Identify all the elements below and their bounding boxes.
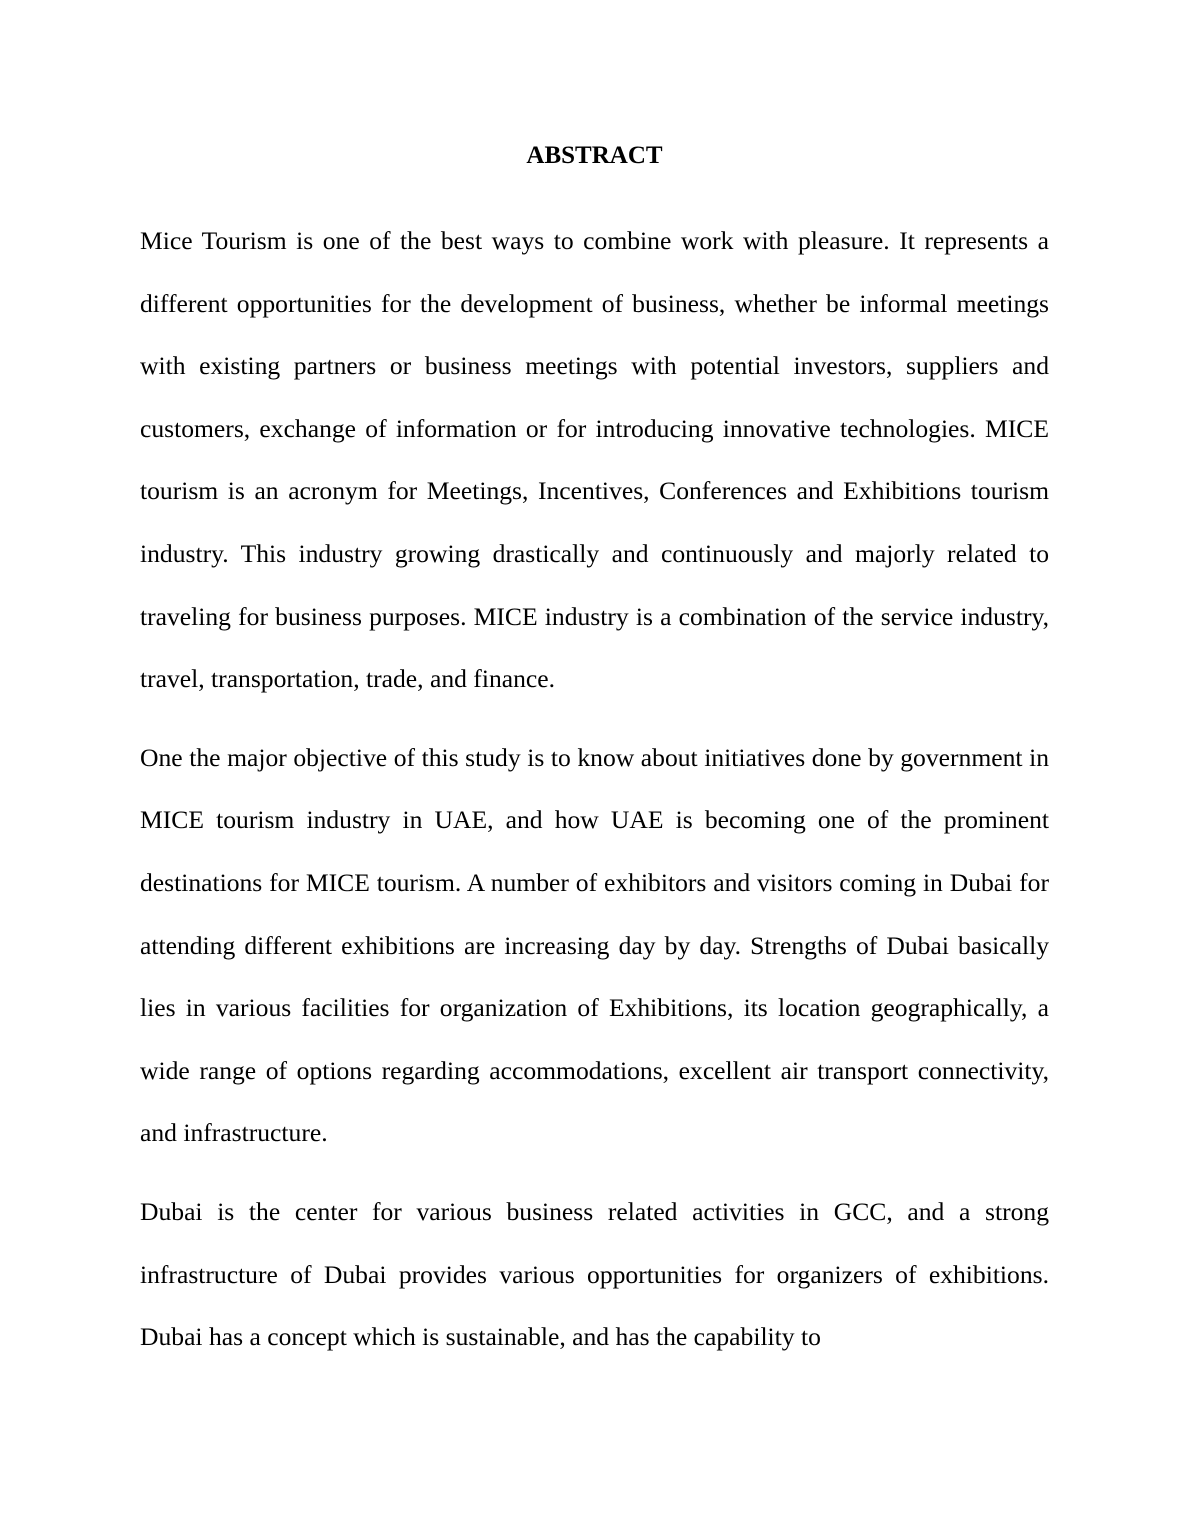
abstract-paragraph-1: Mice Tourism is one of the best ways to combine work with pleasure. It represents a different opportunities for the development of business, whether be informal meetings with existing partners or business meetings with potential investors, suppliers and customers, exchange of information or for introducing innovative technologies. MICE tourism is an acronym for Meetings, Incentives, Conferences and Exhibitions tourism industry. This industry growing drastically and continuously and majorly related to traveling for business purposes. MICE industry is a combination of the service industry, travel, transportation, trade, and finance. — [140, 226, 1049, 694]
abstract-heading: ABSTRACT — [526, 142, 663, 169]
abstract-paragraph-2: One the major objective of this study is to know about initiatives done by government in MICE tourism industry in UAE, and how UAE is becoming one of the prominent destinations for MICE tourism. A number of exhibitors and visitors coming in Dubai for attending different exhibitions are increasing day by day. Strengths of Dubai basically lies in various facilities for organization of Exhibitions, its location geographically, a wide range of options regarding accommodations, excellent air transport connectivity, and infrastructure. — [140, 742, 1049, 1148]
document-body — [140, 136, 1049, 1369]
abstract-paragraph-3: Dubai is the center for various business related activities in GCC, and a strong infrastructure of Dubai provides various opportunities for organizers of exhibitions. Dubai has a concept which is sustainable, and has the capability to — [140, 1196, 1049, 1352]
